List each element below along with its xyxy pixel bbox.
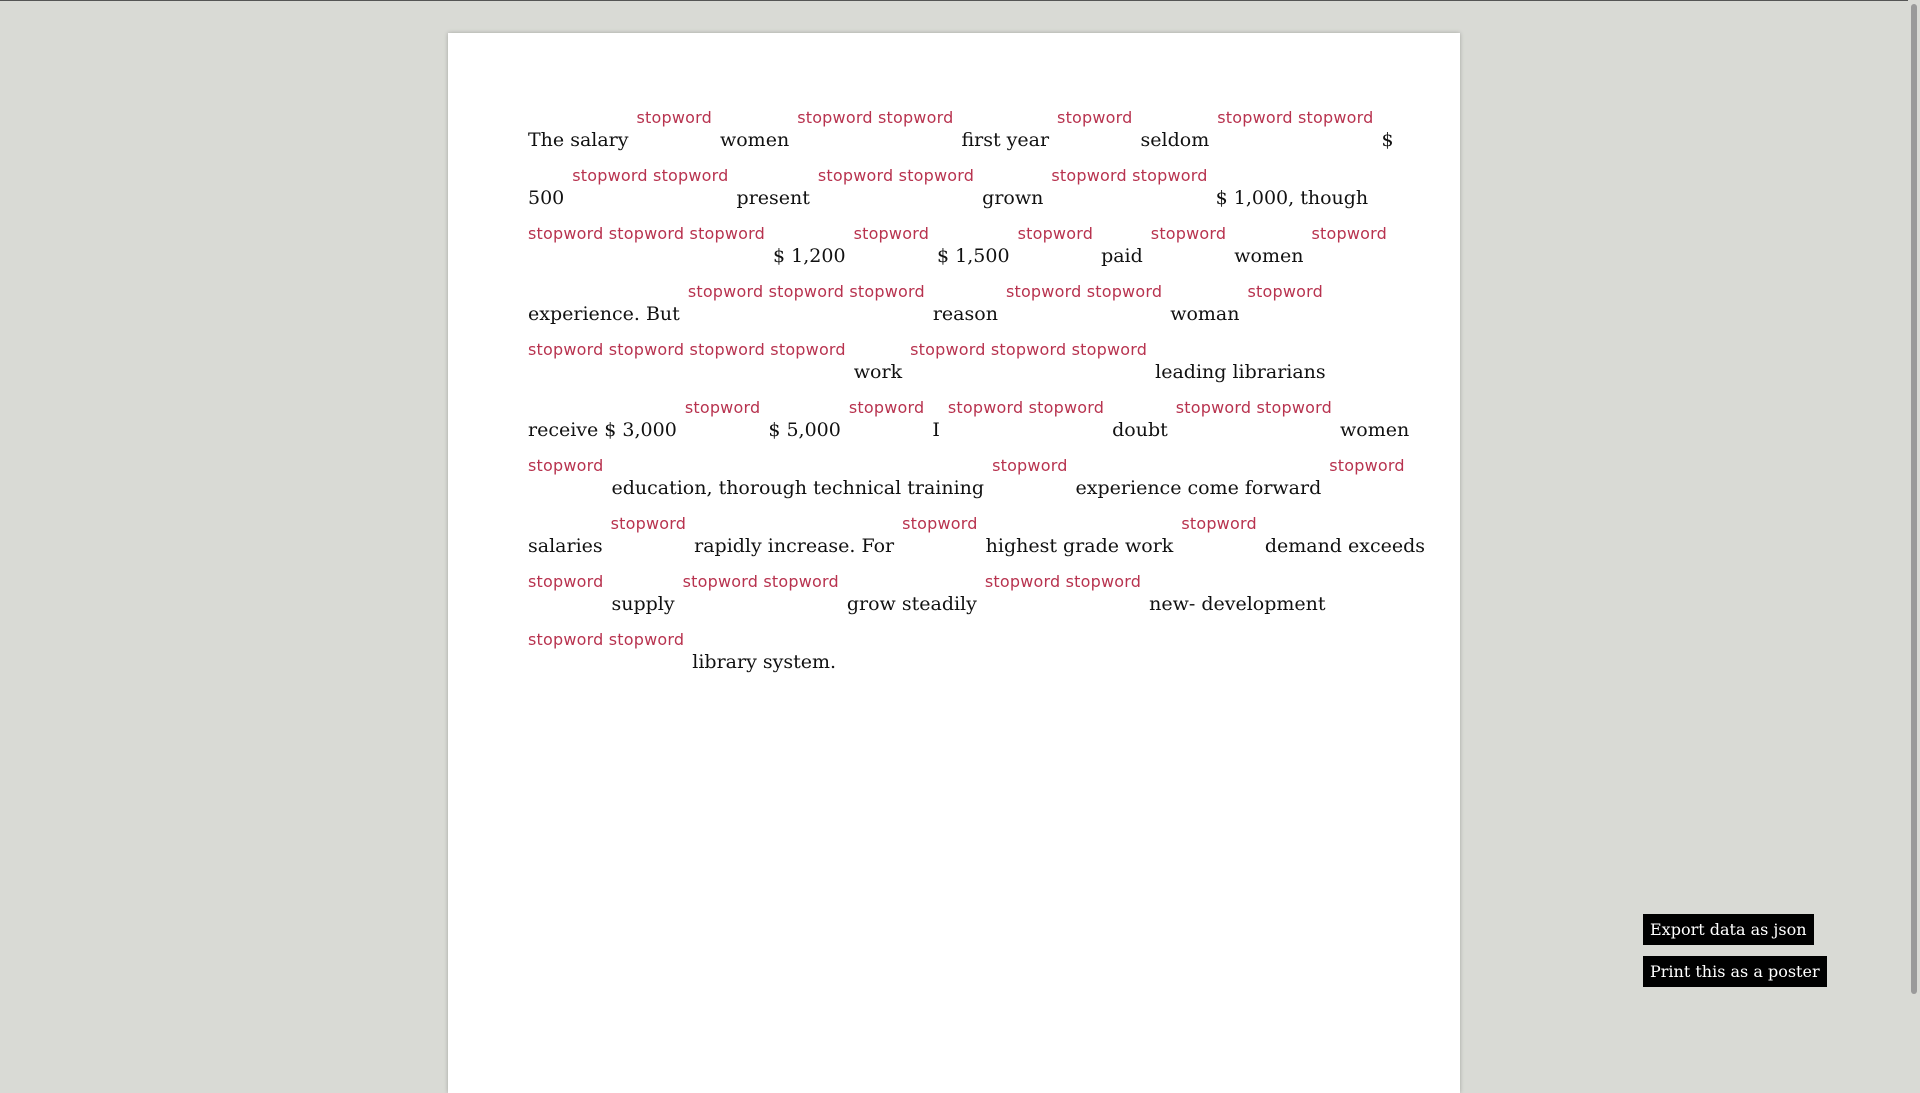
stopword-annotation: stopword: [853, 224, 930, 243]
document-line: [528, 340, 1368, 398]
content-word: education, thorough technical training: [611, 477, 985, 499]
stopword-annotation: stopword stopword stopword stopword: [528, 340, 846, 359]
content-word: leading librarians: [1155, 361, 1326, 383]
stopword-annotation: stopword stopword: [797, 108, 954, 127]
content-word: $ 5,000: [768, 419, 841, 441]
content-word: new- development: [1149, 593, 1326, 615]
document-line: [528, 514, 1426, 572]
content-word: present: [736, 187, 810, 209]
content-word: 500: [528, 187, 565, 209]
stopword-annotation: stopword: [1311, 224, 1387, 243]
content-word: grown: [982, 187, 1044, 209]
stopword-annotation: stopword stopword: [1217, 108, 1374, 127]
stopword-annotation: stopword stopword: [984, 572, 1142, 591]
stopword-annotation: stopword: [1150, 224, 1227, 243]
stopword-annotation: stopword: [902, 514, 978, 533]
content-word: $ 1,000, though: [1215, 187, 1369, 209]
document-line: [528, 282, 1368, 340]
stopword-annotation: stopword stopword: [572, 166, 729, 185]
stopword-annotation: stopword stopword stopword: [910, 340, 1148, 359]
stopword-annotation: stopword stopword: [682, 572, 839, 591]
stopword-annotation: stopword stopword: [947, 398, 1105, 417]
document-line: [528, 572, 1368, 630]
stopword-annotation: stopword: [528, 572, 604, 591]
stopword-annotation: stopword stopword: [1051, 166, 1208, 185]
document-text: [528, 108, 1426, 688]
document-line: [528, 630, 1368, 688]
stopword-annotation: stopword: [636, 108, 712, 127]
stopword-annotation: stopword: [1181, 514, 1257, 533]
content-word: supply: [611, 593, 675, 615]
stopword-annotation: stopword: [528, 456, 604, 475]
document-line: [528, 398, 1410, 456]
content-word: demand exceeds: [1264, 535, 1426, 557]
stopword-annotation: stopword: [610, 514, 687, 533]
stopword-annotation: stopword: [1057, 108, 1133, 127]
content-word: The salary: [528, 129, 629, 151]
content-word: doubt: [1112, 419, 1168, 441]
stopword-annotation: stopword: [1329, 456, 1405, 475]
content-word: $ 1,500: [937, 245, 1010, 267]
content-word: receive $ 3,000: [528, 419, 677, 441]
stopword-annotation: stopword: [684, 398, 761, 417]
stopword-annotation: stopword stopword: [1005, 282, 1163, 301]
stopword-annotation: stopword stopword stopword: [528, 224, 766, 243]
stopword-annotation: stopword stopword stopword: [687, 282, 925, 301]
content-word: library system.: [692, 651, 837, 673]
stopword-annotation: stopword stopword: [528, 630, 685, 649]
print-poster-button[interactable]: Print this as a poster: [1643, 956, 1827, 987]
content-word: I: [932, 419, 940, 441]
stopword-annotation: stopword: [848, 398, 925, 417]
window-top-border: [0, 0, 1920, 1]
content-word: $: [1381, 129, 1394, 151]
stopword-annotation: stopword stopword: [817, 166, 975, 185]
document-line: [528, 224, 1387, 282]
scrollbar-thumb[interactable]: [1911, 4, 1917, 994]
content-word: $ 1,200: [773, 245, 846, 267]
content-word: highest grade work: [985, 535, 1174, 557]
content-word: first year: [961, 129, 1050, 151]
content-word: women: [1234, 245, 1304, 267]
content-word: women: [1340, 419, 1410, 441]
content-word: experience. But: [528, 303, 680, 325]
content-word: rapidly increase. For: [694, 535, 895, 557]
export-json-button[interactable]: Export data as json: [1643, 914, 1814, 945]
stopword-annotation: stopword: [1017, 224, 1094, 243]
content-word: women: [719, 129, 790, 151]
stopword-annotation: stopword: [992, 456, 1068, 475]
content-word: woman: [1170, 303, 1240, 325]
content-word: experience come forward: [1075, 477, 1322, 499]
content-word: grow steadily: [846, 593, 977, 615]
stopword-annotation: stopword: [1247, 282, 1323, 301]
content-word: work: [853, 361, 903, 383]
content-word: salaries: [528, 535, 603, 557]
document-line: [528, 456, 1405, 514]
content-word: seldom: [1140, 129, 1210, 151]
content-word: paid: [1101, 245, 1143, 267]
stopword-annotation: stopword stopword: [1175, 398, 1333, 417]
document-line: [528, 108, 1394, 166]
document-line: [528, 166, 1368, 224]
vertical-scrollbar[interactable]: [1908, 0, 1920, 1080]
content-word: reason: [932, 303, 998, 325]
